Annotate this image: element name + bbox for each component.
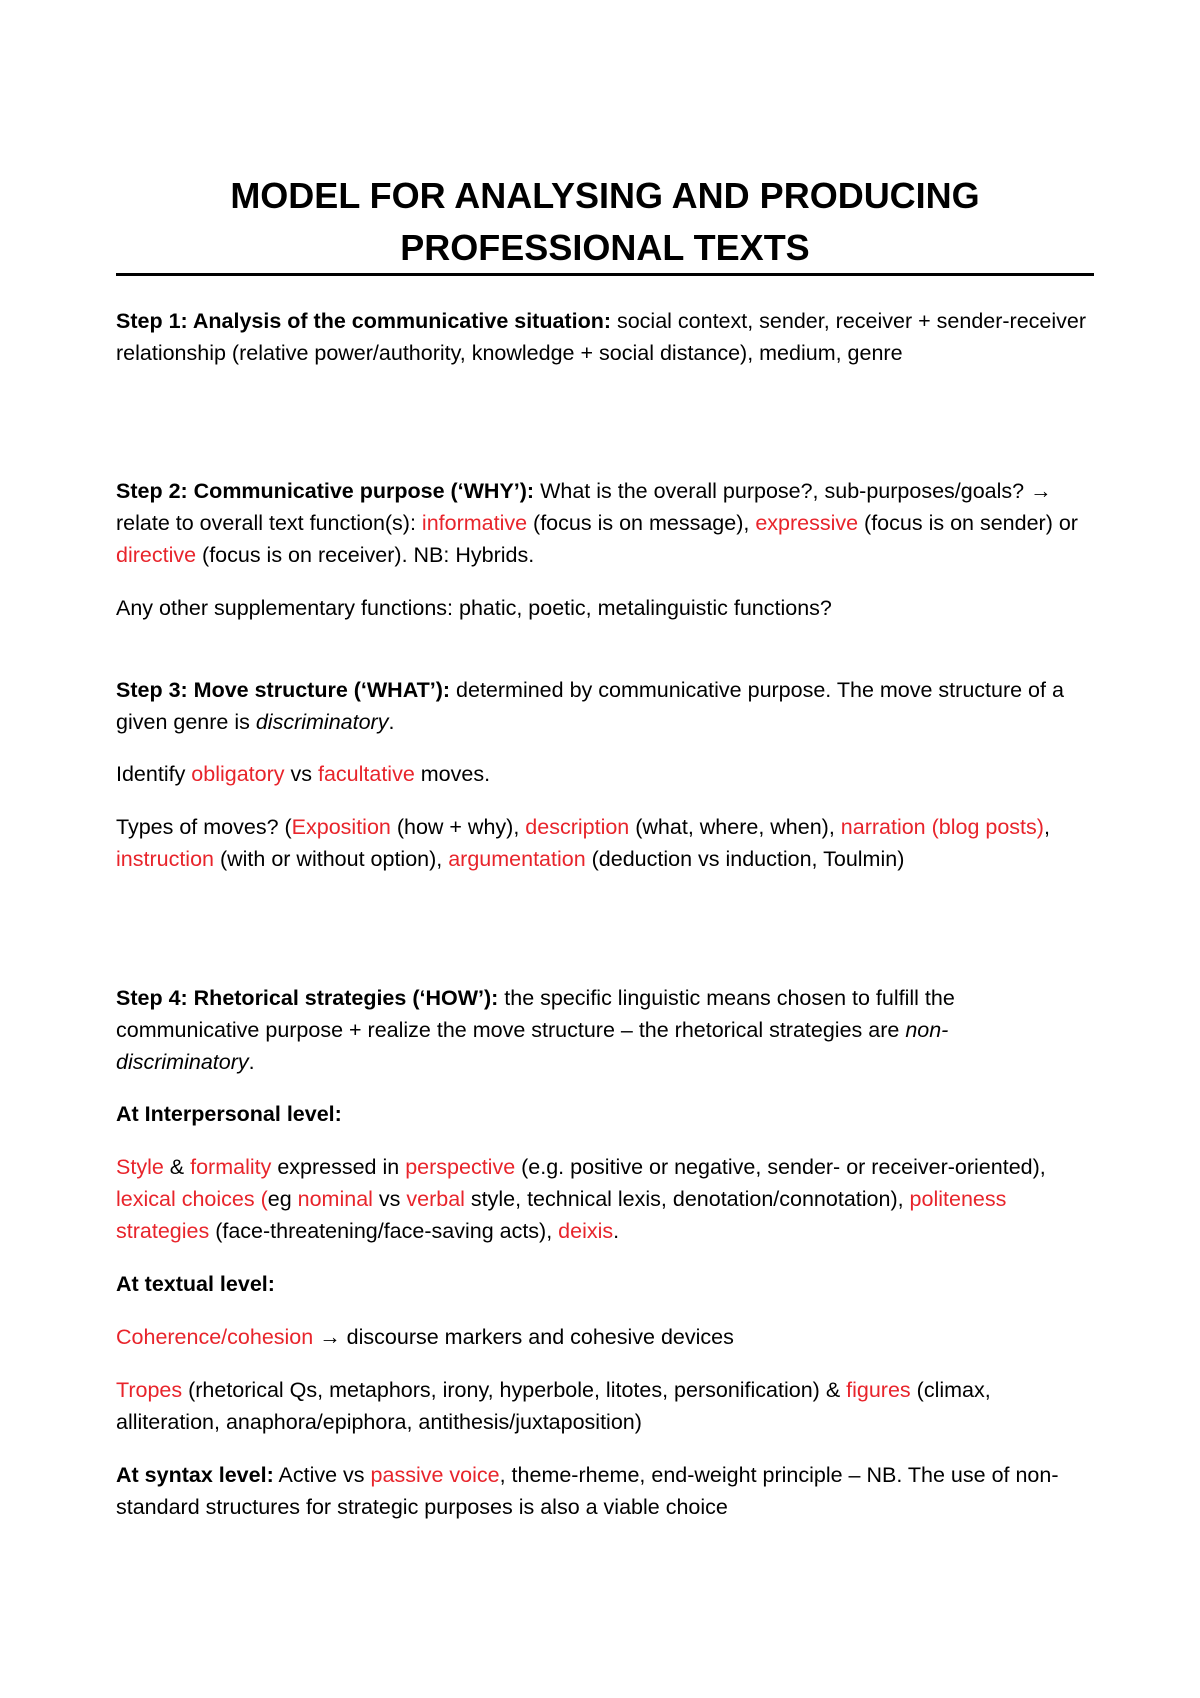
coherence-text-2: discourse markers and cohesive devices bbox=[340, 1325, 734, 1349]
step2-paragraph bbox=[116, 475, 1086, 571]
discriminatory-term: discriminatory bbox=[255, 710, 389, 734]
deixis-term: deixis bbox=[558, 1219, 614, 1243]
interpersonal-text-6: style, technical lexis, denotation/connotation), bbox=[464, 1187, 910, 1211]
interpersonal-text-7: (face-threatening/face-saving acts), bbox=[209, 1219, 559, 1243]
identify-text-2: vs bbox=[284, 762, 318, 786]
step2-label: Step 2: Communicative purpose (‘WHY’): bbox=[116, 479, 535, 503]
interpersonal-text-1: & bbox=[163, 1155, 191, 1179]
description-term: description bbox=[525, 815, 630, 839]
step2-text-4: (focus is on sender) or bbox=[858, 511, 1078, 535]
types-text-1: Types of moves? ( bbox=[116, 815, 292, 839]
step3-paragraph bbox=[116, 674, 1086, 738]
argumentation-term: argumentation bbox=[448, 847, 586, 871]
step4-paragraph bbox=[116, 982, 1086, 1078]
right-arrow-icon: → bbox=[1030, 479, 1052, 503]
step4-text-1: the specific linguistic means chosen to fulfill the communicative purpose + realize the move structure – the rhetorical strategies are bbox=[116, 986, 955, 1042]
step2-text-3: (focus is on message), bbox=[527, 511, 756, 535]
step4-label: Step 4: Rhetorical strategies (‘HOW’): bbox=[116, 986, 499, 1010]
lexical-choices-term: lexical choices ( bbox=[116, 1187, 268, 1211]
step2-text-2: relate to overall text function(s): bbox=[116, 511, 422, 535]
step3-text-1: determined by communicative purpose. The move structure of a given genre is bbox=[116, 678, 1064, 734]
step4-text-2: . bbox=[248, 1050, 255, 1074]
syntax-level-heading: At syntax level: bbox=[116, 1463, 274, 1487]
passive-voice-term: passive voice bbox=[370, 1463, 500, 1487]
types-of-moves-paragraph bbox=[116, 811, 1086, 875]
title-underline bbox=[116, 273, 1094, 276]
narration-term: narration (blog posts) bbox=[840, 815, 1044, 839]
interpersonal-text-4: eg bbox=[267, 1187, 298, 1211]
tropes-figures-paragraph bbox=[116, 1374, 1086, 1438]
document-title bbox=[116, 170, 1094, 274]
nominal-term: nominal bbox=[297, 1187, 373, 1211]
title-line-1: MODEL FOR ANALYSING AND PRODUCING bbox=[230, 175, 980, 216]
step3-text-2: . bbox=[388, 710, 395, 734]
step1-paragraph bbox=[116, 305, 1086, 369]
facultative-term: facultative bbox=[317, 762, 415, 786]
non-discriminatory-term: non-discriminatory bbox=[116, 1018, 949, 1074]
interpersonal-level-paragraph bbox=[116, 1151, 1086, 1247]
coherence-paragraph bbox=[116, 1321, 1086, 1353]
step1-text: social context, sender, receiver + sender-receiver relationship (relative power/authority, knowledge + social distance), medium, genre bbox=[116, 309, 1087, 365]
types-text-4: , bbox=[1043, 815, 1050, 839]
step3-label: Step 3: Move structure (‘WHAT’): bbox=[116, 678, 451, 702]
step2-text-1: What is the overall purpose?, sub-purposes/goals? bbox=[534, 479, 1031, 503]
directive-term: directive bbox=[116, 543, 197, 567]
interpersonal-level-heading: At Interpersonal level: bbox=[116, 1102, 342, 1126]
figures-term: figures bbox=[846, 1378, 911, 1402]
instruction-term: instruction bbox=[116, 847, 214, 871]
style-term: Style bbox=[116, 1155, 164, 1179]
types-text-3: (what, where, when), bbox=[629, 815, 841, 839]
syntax-text-2: , theme-rheme, end-weight principle – NB. The use of non-standard structures for strategic purposes is also a viable choice bbox=[116, 1463, 1059, 1519]
verbal-term: verbal bbox=[406, 1187, 465, 1211]
types-text-2: (how + why), bbox=[390, 815, 526, 839]
politeness-strategies-term: politeness strategies bbox=[116, 1187, 1007, 1243]
informative-term: informative bbox=[421, 511, 528, 535]
interpersonal-text-2: expressed in bbox=[271, 1155, 406, 1179]
tropes-text-2: (climax, alliteration, anaphora/epiphora, antithesis/juxtaposition) bbox=[116, 1378, 991, 1434]
supplementary-functions-paragraph: Any other supplementary functions: phatic, poetic, metalinguistic functions? bbox=[116, 596, 832, 620]
interpersonal-text-3: (e.g. positive or negative, sender- or receiver-oriented), bbox=[515, 1155, 1046, 1179]
syntax-level-paragraph bbox=[116, 1459, 1086, 1523]
title-line-2: PROFESSIONAL TEXTS bbox=[400, 227, 810, 268]
step2-text-5: (focus is on receiver). NB: Hybrids. bbox=[196, 543, 535, 567]
step1-label: Step 1: Analysis of the communicative situation: bbox=[116, 309, 611, 333]
interpersonal-text-8: . bbox=[613, 1219, 620, 1243]
types-text-6: (deduction vs induction, Toulmin) bbox=[585, 847, 905, 871]
syntax-text-1: Active vs bbox=[273, 1463, 371, 1487]
textual-level-heading: At textual level: bbox=[116, 1272, 275, 1296]
obligatory-term: obligatory bbox=[191, 762, 285, 786]
identify-text-3: moves. bbox=[414, 762, 491, 786]
expressive-term: expressive bbox=[755, 511, 859, 535]
formality-term: formality bbox=[190, 1155, 272, 1179]
perspective-term: perspective bbox=[405, 1155, 516, 1179]
identify-moves-paragraph bbox=[116, 758, 1086, 790]
right-arrow-icon: → bbox=[319, 1325, 341, 1349]
tropes-text-1: (rhetorical Qs, metaphors, irony, hyperbole, litotes, personification) & bbox=[182, 1378, 847, 1402]
types-text-5: (with or without option), bbox=[214, 847, 449, 871]
identify-text-1: Identify bbox=[116, 762, 192, 786]
exposition-term: Exposition bbox=[291, 815, 391, 839]
tropes-term: Tropes bbox=[116, 1378, 183, 1402]
coherence-cohesion-term: Coherence/cohesion bbox=[116, 1325, 314, 1349]
interpersonal-text-5: vs bbox=[372, 1187, 407, 1211]
